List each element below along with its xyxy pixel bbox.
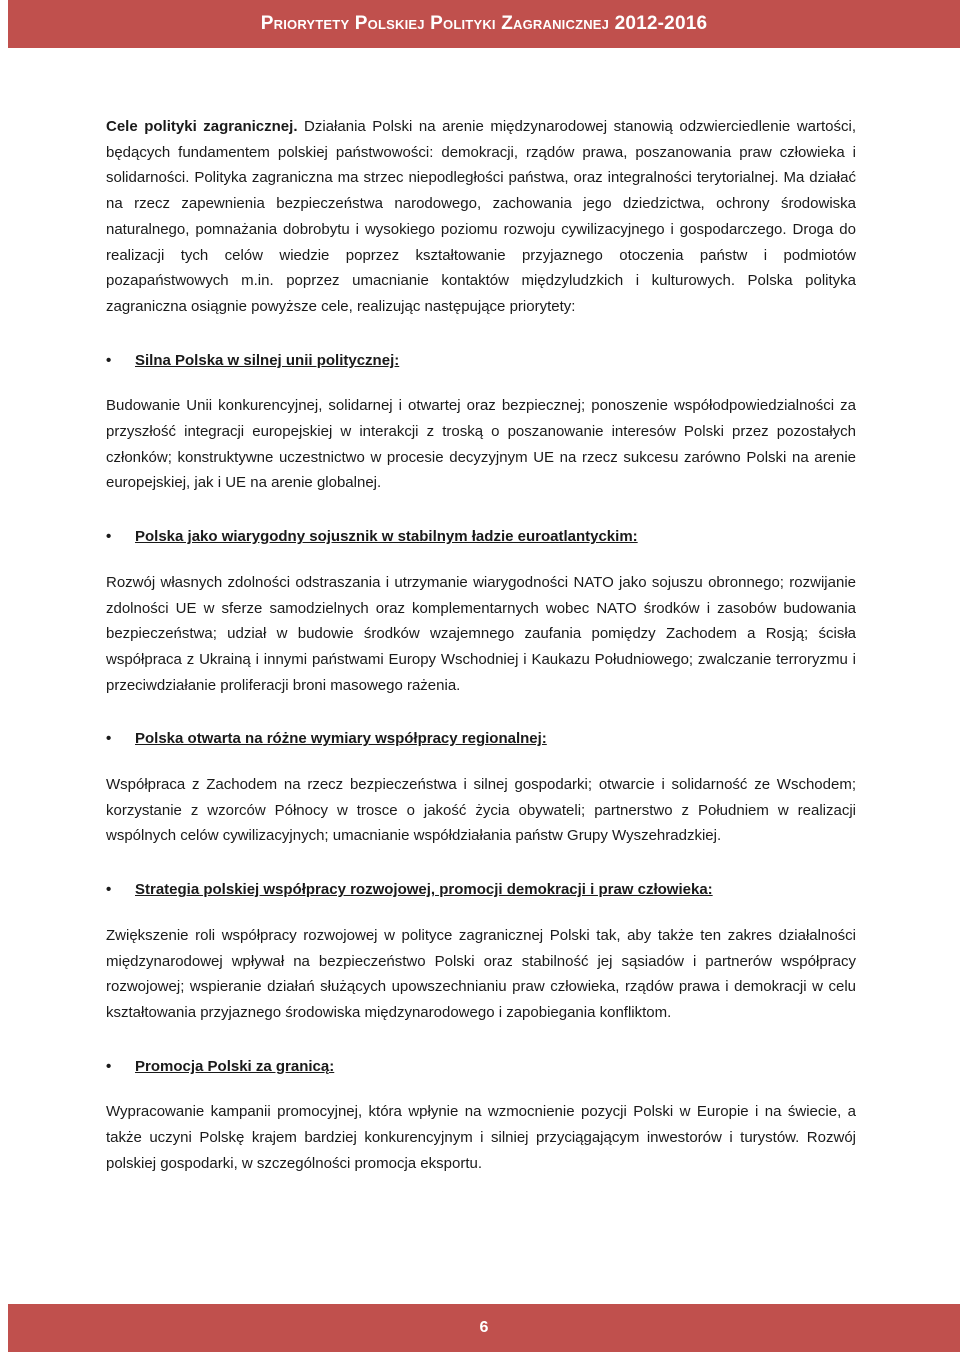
intro-paragraph [106,114,856,320]
bullet-icon: • [106,881,112,899]
section-heading [106,348,856,374]
bullet-icon: • [106,730,112,748]
section-heading-text: Silna Polska w silnej unii politycznej: [135,351,400,369]
bullet-icon: • [106,351,112,369]
bullet-icon: • [106,528,112,546]
section-heading-text: Polska jako wiarygodny sojusznik w stabilnym ładzie euroatlantyckim: [135,528,638,546]
section-heading-text: Promocja Polski za granicą: [135,1057,335,1075]
section-heading [106,726,856,752]
section-heading [106,524,856,550]
section [106,877,856,1026]
footer-bar [8,1304,960,1352]
bullet-icon: • [106,1057,112,1075]
section-heading-text: Polska otwarta na różne wymiary współpracy regionalnej: [135,730,547,748]
section-text: Budowanie Unii konkurencyjnej, solidarnej i otwartej oraz bezpiecznej; ponoszenie współodpowiedzialności za przyszłość integracji europejskiej w interakcji z troską o poszanowanie interesów Polski przez pozostałych członków; konstruktywne uczestnictwo w procesie decyzyjnym UE na rzecz sukcesu zarówno Polski na arenie europejskiej, jak i UE na arenie globalnej. [106,397,856,492]
intro-lead: Cele polityki zagranicznej. [106,118,298,135]
section [106,348,856,497]
section-heading [106,877,856,903]
page-header-title: Priorytety Polskiej Polityki Zagranicznej 2012-2016 [260,13,708,34]
header-bar [8,0,960,48]
intro-body: Działania Polski na arenie międzynarodowej stanowią odzwierciedlenie wartości, będących fundamentem polskiej państwowości: demokracji, rządów prawa, poszanowania praw człowieka i solidarności. Polityka zagraniczna ma strzec niepodległości państwa, oraz integralności terytorialnej. Ma działać na rzecz zapewnienia bezpieczeństwa narodowego, zachowania jego dziedzictwa, ochrony środowiska naturalnego, pomnażania dobrobytu i wysokiego poziomu rozwoju cywilizacyjnego i gospodarczego. Droga do realizacji tych celów wiedzie poprzez kształtowanie przyjaznego otoczenia państw i podmiotów pozapaństwowych m.in. poprzez umacnianie kontaktów międzyludzkich i kulturowych. Polska polityka zagraniczna osiągnie powyższe cele, realizując następujące priorytety: [106,118,856,315]
section-heading [106,1054,856,1080]
section [106,524,856,698]
section-text: Rozwój własnych zdolności odstraszania i utrzymanie wiarygodności NATO jako sojuszu obronnego; rozwijanie zdolności UE w sferze samodzielnych oraz komplementarnych wobec NATO środków i zasobów budowania bezpieczeństwa; udział w budowie środków wzajemnego zaufania pomiędzy Zachodem a Rosją; ścisła współpraca z Ukrainą i innymi państwami Europy Wschodniej i Kaukazu Południowego; zwalczanie terroryzmu i przeciwdziałanie proliferacji broni masowego rażenia. [106,573,856,694]
page-number: 6 [479,1319,489,1336]
section [106,726,856,849]
document-body [106,114,856,1185]
section-text: Zwiększenie roli współpracy rozwojowej w polityce zagranicznej Polski tak, aby także ten zakres działalności międzynarodowej wpływał na bezpieczeństwo Polski oraz stabilność jej sąsiadów i partnerów współpracy rozwojowej; wspieranie działań służących upowszechnianiu praw człowieka, rządów prawa i demokracji w celu kształtowania przyjaznego środowiska międzynarodowego i zapobiegania konfliktom. [106,926,856,1021]
section-text: Wypracowanie kampanii promocyjnej, która wpłynie na wzmocnienie pozycji Polski w Europie i na świecie, a także uczyni Polskę krajem bardziej konkurencyjnym i silniej przyciągającym inwestorów i turystów. Rozwój polskiej gospodarki, w szczególności promocja eksportu. [106,1103,856,1172]
section-heading-text: Strategia polskiej współpracy rozwojowej, promocji demokracji i praw człowieka: [135,881,713,899]
section [106,1054,856,1177]
section-text: Współpraca z Zachodem na rzecz bezpieczeństwa i silnej gospodarki; otwarcie i solidarność ze Wschodem; korzystanie z wzorców Północy w trosce o jakość życia obywateli; partnerstwo z Południem w realizacji wspólnych celów cywilizacyjnych; umacnianie współdziałania państw Grupy Wyszehradzkiej. [106,776,856,845]
